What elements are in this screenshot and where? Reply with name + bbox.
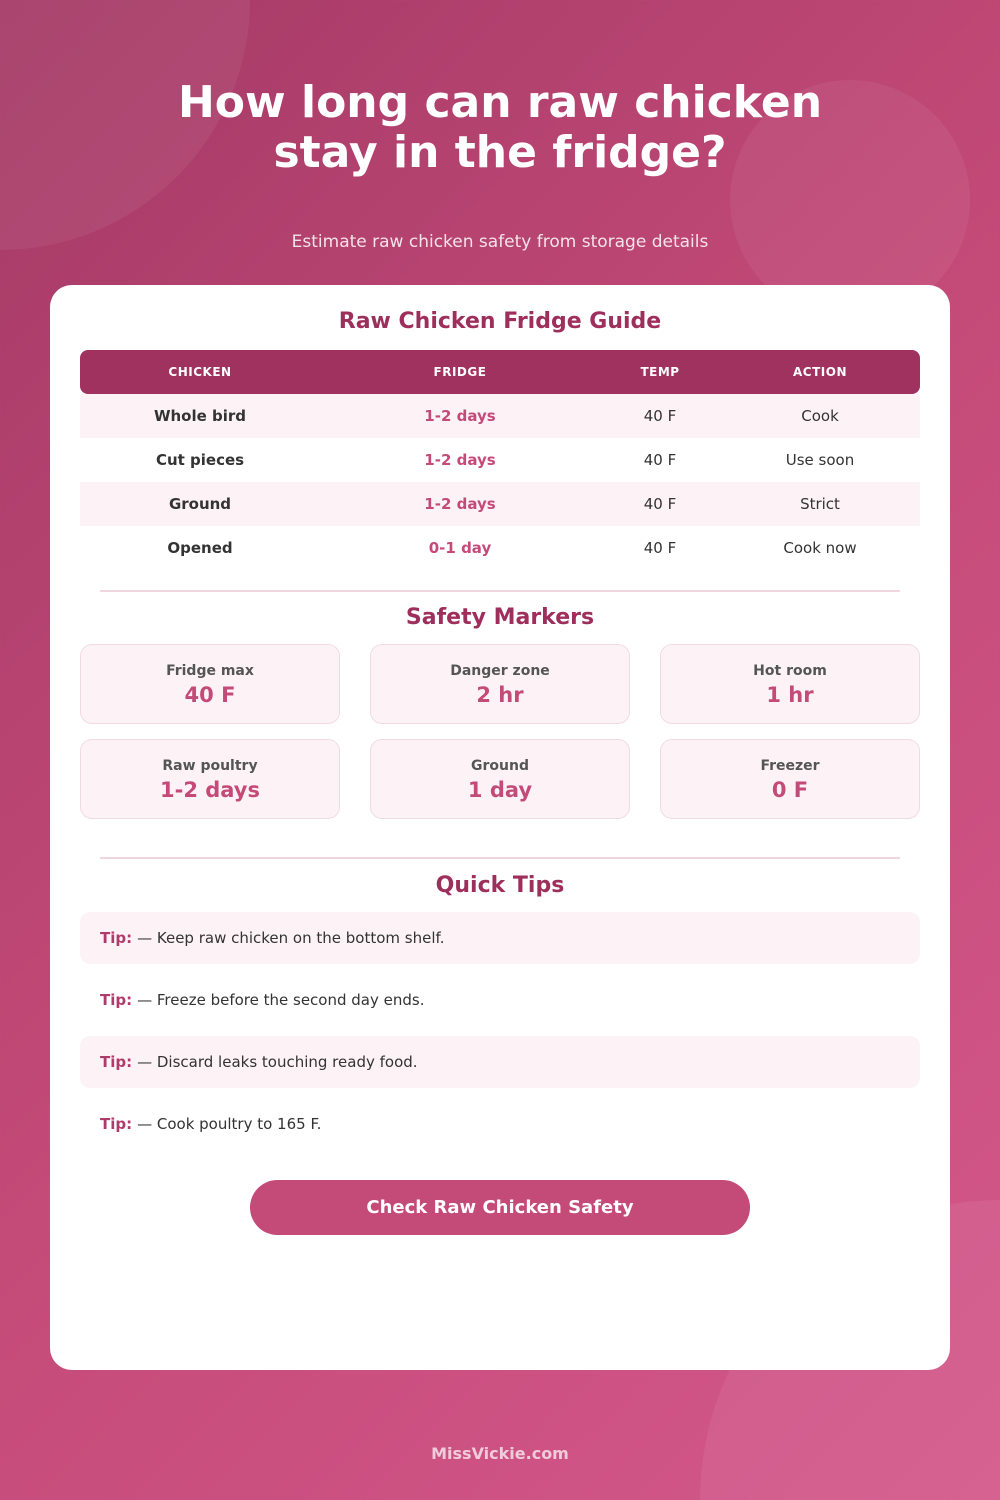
header-action: ACTION [793,365,847,379]
cell-chicken: Cut pieces [155,451,245,469]
marker-value: 1 day [467,778,533,802]
quick-tips-list [80,912,920,1160]
marker-label: Fridge max [166,663,254,679]
section-divider [100,857,900,859]
footer-brand[interactable]: MissVickie.com [431,1444,569,1463]
cell-fridge: 1-2 days [424,495,496,513]
cell-action: Strict [800,495,840,513]
markers-title: Safety Markers [405,605,595,630]
marker-label: Hot room [753,663,827,679]
marker-card-fridge-max [80,644,340,724]
marker-value: 2 hr [476,683,524,707]
cell-temp: 40 F [643,451,677,469]
marker-card-ground [370,739,630,819]
page-title [0,78,1000,178]
tip-item [80,1098,920,1150]
guide-card [50,285,950,1370]
marker-value: 1 hr [766,683,814,707]
page-title-line-1: How long can raw chicken [177,77,823,128]
cell-chicken: Opened [167,539,233,557]
tips-title: Quick Tips [435,873,565,898]
cell-temp: 40 F [643,407,677,425]
marker-label: Danger zone [450,663,550,679]
marker-card-raw-poultry [80,739,340,819]
table-row [80,526,920,570]
page-subtitle: Estimate raw chicken safety from storage details [291,232,709,252]
table-row [80,482,920,526]
table-row [80,394,920,438]
tip-item [80,974,920,1026]
tip-text: — Freeze before the second day ends. [137,991,425,1009]
marker-value: 1-2 days [160,778,260,802]
section-divider [100,590,900,592]
cell-action: Cook [801,407,839,425]
guide-title: Raw Chicken Fridge Guide [338,309,662,334]
tip-item [80,912,920,964]
cell-action: Cook now [783,539,857,557]
tip-item [80,1036,920,1088]
cell-chicken: Ground [168,495,232,513]
cell-fridge: 1-2 days [424,451,496,469]
tip-text: — Keep raw chicken on the bottom shelf. [137,929,445,947]
cell-fridge: 0-1 day [428,539,492,557]
table-header [80,350,920,394]
cell-temp: 40 F [643,539,677,557]
cell-fridge: 1-2 days [424,407,496,425]
cell-temp: 40 F [643,495,677,513]
tip-text: — Discard leaks touching ready food. [137,1053,418,1071]
marker-label: Raw poultry [162,758,258,774]
marker-label: Ground [471,758,529,774]
header-chicken: CHICKEN [168,365,232,379]
tip-label: Tip: [100,929,133,947]
check-safety-button[interactable]: Check Raw Chicken Safety [250,1180,750,1235]
marker-card-danger-zone [370,644,630,724]
marker-card-hot-room [660,644,920,724]
cell-action: Use soon [785,451,855,469]
table-row [80,438,920,482]
fridge-guide-table [80,350,920,570]
marker-value: 0 F [771,778,809,802]
marker-value: 40 F [184,683,236,707]
header-fridge: FRIDGE [433,365,487,379]
marker-label: Freezer [760,758,820,774]
cell-chicken: Whole bird [153,407,247,425]
marker-card-freezer [660,739,920,819]
tip-label: Tip: [100,1115,133,1133]
tip-text: — Cook poultry to 165 F. [137,1115,322,1133]
page-title-line-2: stay in the fridge? [273,127,727,178]
tip-label: Tip: [100,991,133,1009]
tip-label: Tip: [100,1053,133,1071]
header-temp: TEMP [640,365,680,379]
